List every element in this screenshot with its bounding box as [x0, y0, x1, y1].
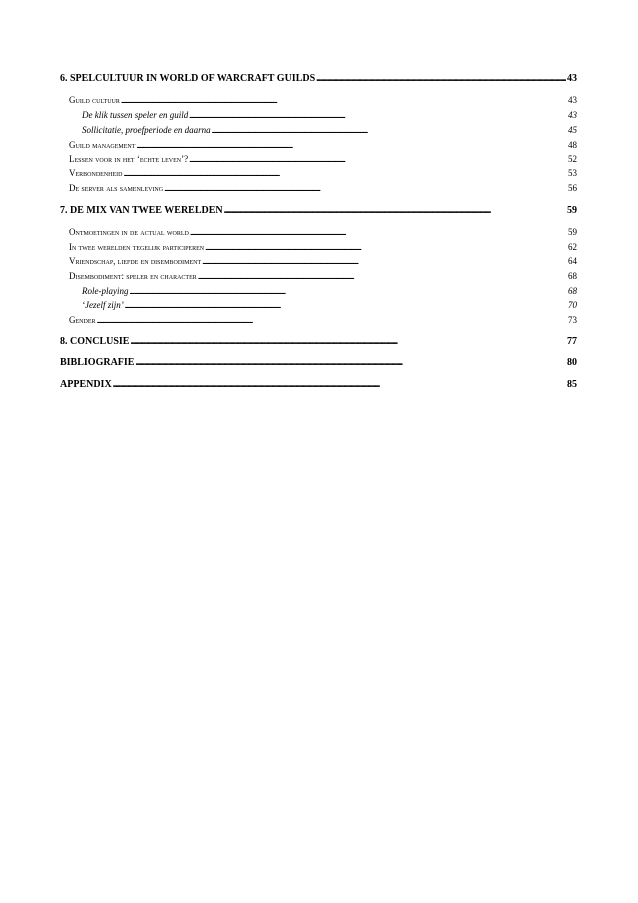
toc-page-number: 62 [568, 242, 577, 252]
toc-entry[interactable] [60, 257, 577, 266]
toc-entry-title: Lessen voor in het ‘echte leven’? [69, 154, 189, 164]
toc-entry[interactable] [60, 380, 577, 390]
toc-page-number: 59 [567, 205, 577, 216]
toc-page-number: 64 [568, 256, 577, 266]
toc-page-number: 56 [568, 183, 577, 193]
toc-leader-dots [189, 155, 567, 164]
toc-entry-title: Guild management [69, 140, 136, 150]
toc-entry[interactable] [60, 337, 577, 347]
toc-entry-title: 8. CONCLUSIE [60, 336, 130, 347]
toc-page-number: 52 [568, 154, 577, 164]
toc-page-number: 53 [568, 168, 577, 178]
toc-entry[interactable] [60, 358, 577, 368]
toc-page-number: 70 [568, 300, 577, 310]
toc-leader-dots [189, 111, 567, 120]
toc-leader-dots [121, 96, 567, 105]
toc-leader-dots [135, 358, 566, 368]
toc-entry[interactable] [60, 272, 577, 281]
toc-leader-dots [97, 316, 568, 325]
toc-page-number: 48 [568, 140, 577, 150]
toc-entry[interactable] [60, 169, 577, 178]
toc-entry[interactable] [60, 301, 577, 310]
toc-entry[interactable] [60, 243, 577, 252]
toc-entry-title: Guild cultuur [69, 95, 120, 105]
toc-entry-title: Sollicitatie, proefperiode en daarna [82, 125, 211, 135]
toc-entry-title: BIBLIOGRAFIE [60, 357, 135, 368]
toc-entry-title: 7. DE MIX VAN TWEE WERELDEN [60, 205, 223, 216]
toc-entry[interactable] [60, 316, 577, 325]
toc-page-number: 45 [568, 125, 577, 135]
toc-entry[interactable] [60, 287, 577, 296]
toc-page-number: 73 [568, 315, 577, 325]
toc-page-number: 43 [568, 110, 577, 120]
toc-entry-title: 6. SPELCULTUUR IN WORLD OF WARCRAFT GUILDS [60, 73, 316, 84]
toc-entry[interactable] [60, 206, 577, 216]
toc-entry-title: Verbondenheid [69, 168, 123, 178]
toc-entry[interactable] [60, 74, 577, 84]
toc-leader-dots [130, 337, 566, 347]
toc-page-number: 59 [568, 227, 577, 237]
toc-leader-dots [198, 272, 567, 281]
toc-entry[interactable] [60, 141, 577, 150]
toc-leader-dots [136, 141, 567, 150]
toc-entry[interactable] [60, 126, 577, 135]
toc-leader-dots [224, 206, 566, 216]
toc-leader-dots [205, 243, 567, 252]
toc-page-number: 68 [568, 271, 577, 281]
toc-entry[interactable] [60, 155, 577, 164]
toc-leader-dots [130, 287, 568, 296]
toc-page-number: 80 [567, 357, 577, 368]
toc-entry[interactable] [60, 184, 577, 193]
toc-entry-title: Disembodiment: speler en character [69, 271, 197, 281]
toc-leader-dots [164, 184, 567, 193]
toc-entry-title: Ontmoetingen in de actual world [69, 227, 189, 237]
toc-leader-dots [212, 126, 567, 135]
toc-entry-title: ‘Jezelf zijn’ [82, 300, 124, 310]
toc-leader-dots [113, 380, 566, 390]
toc-entry-title: Gender [69, 315, 96, 325]
toc-entry-title: Role-playing [82, 286, 129, 296]
toc-entry[interactable] [60, 96, 577, 105]
toc-page-number: 68 [568, 286, 577, 296]
toc-leader-dots [125, 301, 567, 310]
toc-page-number: 43 [567, 73, 577, 84]
toc-leader-dots [202, 257, 567, 266]
toc-entry-title: De klik tussen speler en guild [82, 110, 189, 120]
toc-entry-title: APPENDIX [60, 379, 112, 390]
toc-leader-dots [190, 228, 567, 237]
toc-entry-title: Vriendschap, liefde en disembodiment [69, 256, 202, 266]
toc-entry-title: In twee werelden tegelijk participeren [69, 242, 205, 252]
toc-page-number: 43 [568, 95, 577, 105]
toc-leader-dots [316, 74, 566, 84]
toc-page-number: 85 [567, 379, 577, 390]
toc-entry[interactable] [60, 228, 577, 237]
toc-page-number: 77 [567, 336, 577, 347]
toc-entry[interactable] [60, 111, 577, 120]
toc-leader-dots [124, 169, 568, 178]
toc-entry-title: De server als samenleving [69, 183, 164, 193]
